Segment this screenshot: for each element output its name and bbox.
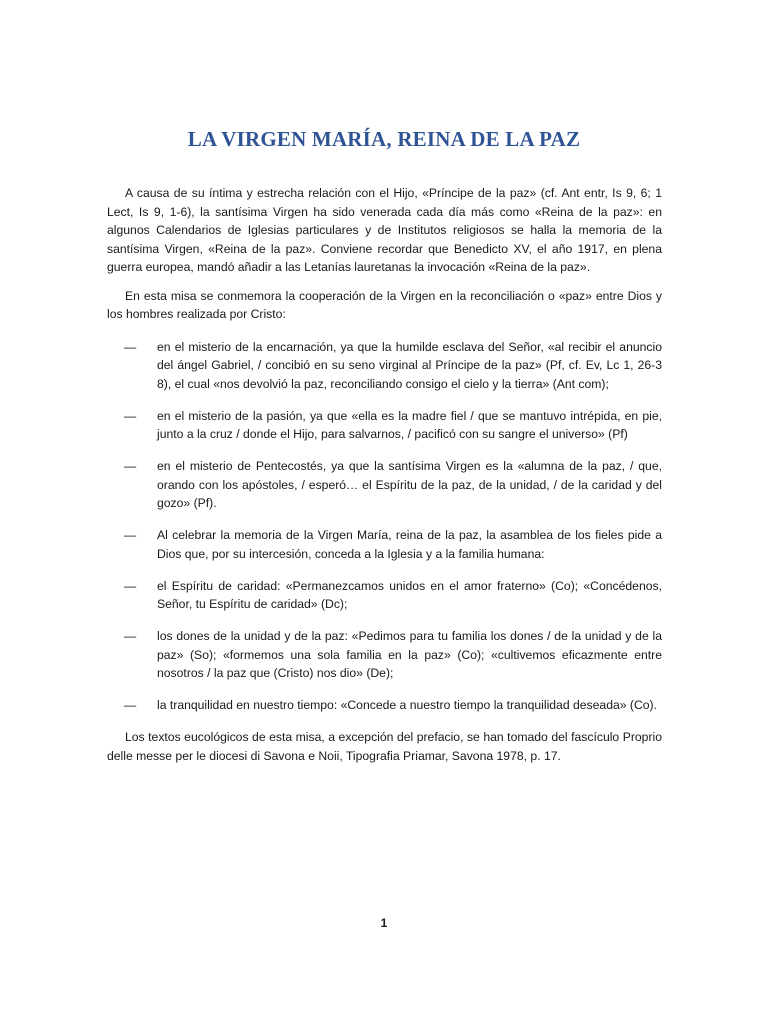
list-item-text: la tranquilidad en nuestro tiempo: «Concede a nuestro tiempo la tranquilidad deseada» (Co). (157, 698, 658, 712)
dash-bullet: — (124, 698, 137, 712)
intro-paragraph: A causa de su íntima y estrecha relación con el Hijo, «Príncipe de la paz» (cf. Ant entr, Is 9, 6; 1 Lect, Is 9, 1-6), la santísima Virgen ha sido venerada cada día más como «Reina de la paz»: en algunos Calendarios de Iglesias particulares y de Institutos religiosos se halla la memoria de la santísima Virgen, «Reina de la paz». Conviene recordar que Benedicto XV, el año 1917, en plena guerra europea, mandó añadir a las Letanías lauretanas la invocación «Reina de la paz». (107, 186, 662, 274)
list-item-text: Al celebrar la memoria de la Virgen María, reina de la paz, la asamblea de los fieles pide a Dios que, por su intercesión, conceda a la Iglesia y a la familia humana: (157, 528, 662, 561)
page-number: 1 (380, 916, 388, 930)
commemoration-paragraph: En esta misa se conmemora la cooperación de la Virgen en la reconciliación o «paz» entre Dios y los hombres realizada por Cristo: (107, 288, 662, 321)
list-item-text: los dones de la unidad y de la paz: «Pedimos para tu familia los dones / de la unidad y de la paz» (So); «formemos una sola familia en la paz» (Co); «cultivemos eficazmente entre nosotros / la paz que (Cristo) nos dio» (De); (157, 629, 662, 680)
sources-paragraph: Los textos eucológicos de esta misa, a excepción del prefacio, se han tomado del fascículo Proprio delle messe per le diocesi di Savona e Noii, Tipografia Priamar, Savona 1978, p. 17. (107, 730, 662, 763)
list-item (107, 627, 662, 683)
list-item-text: en el misterio de Pentecostés, ya que la santísima Virgen es la «alumna de la paz, / que, orando con los apóstoles, / esperó… el Espíritu de la paz, de la unidad, / de la caridad y del gozo» (Pf). (157, 459, 662, 510)
list-item (107, 338, 662, 394)
dash-bullet: — (124, 339, 137, 354)
list-item (107, 457, 662, 513)
list-item (107, 407, 662, 444)
dash-bullet: — (124, 578, 137, 593)
list-item (107, 696, 662, 715)
list-item-text: el Espíritu de caridad: «Permanezcamos unidos en el amor fraterno» (Co); «Concédenos, Señor, tu Espíritu de caridad» (Dc); (157, 578, 662, 611)
dash-bullet: — (124, 459, 137, 473)
dash-bullet: — (124, 408, 137, 423)
page-title: LA VIRGEN MARÍA, REINA DE LA PAZ (187, 127, 581, 151)
list-item (107, 577, 662, 614)
list-item-text: en el misterio de la pasión, ya que «ella es la madre fiel / que se mantuvo intrépida, en pie, junto a la cruz / donde el Hijo, para salvarnos, / pacificó con su sangre el universo» (Pf) (157, 408, 662, 441)
list-item (107, 526, 662, 563)
dash-bullet: — (124, 528, 137, 542)
document-body (107, 184, 662, 775)
list-item-text: en el misterio de la encarnación, ya que la humilde esclava del Señor, «al recibir el anuncio del ángel Gabriel, / concibió en su seno virginal al Príncipe de la paz» (Pf, cf. Ev, Lc 1, 26-3 8), el cual «nos devolvió la paz, reconciliando consigo el cielo y la tierra» (Ant com); (157, 339, 662, 391)
dash-bullet: — (124, 629, 137, 643)
